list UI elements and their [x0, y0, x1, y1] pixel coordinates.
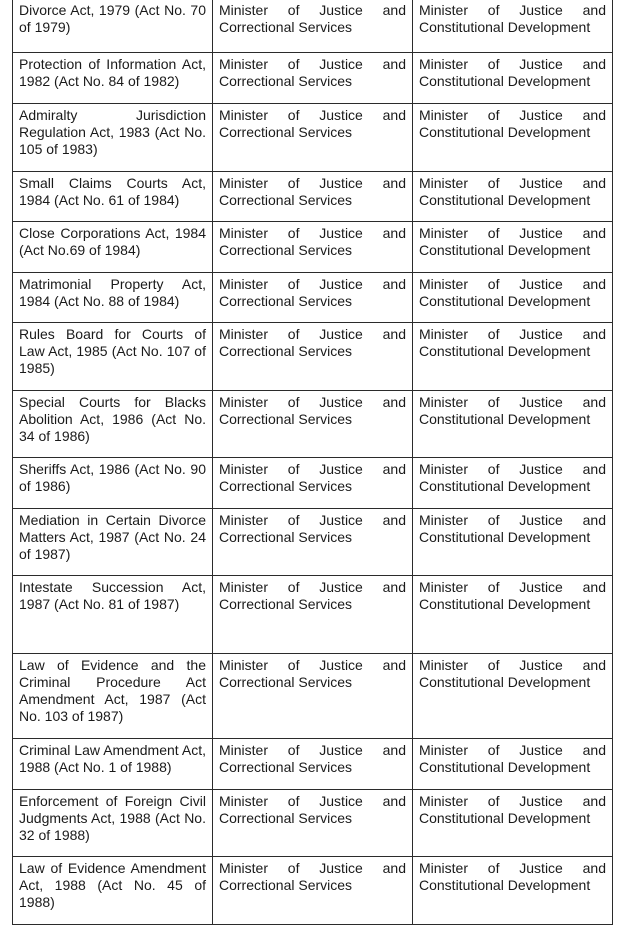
- table-row: [13, 857, 613, 925]
- act-name-cell: Law of Evidence and the Criminal Procedure Act Amendment Act, 1987 (Act No. 103 of 1987): [13, 654, 213, 739]
- table-row: [13, 172, 613, 222]
- previous-minister-cell: Minister of Justice and Constitutional Development: [413, 104, 613, 172]
- table-row: [13, 53, 613, 104]
- previous-minister-cell: Minister of Justice and Constitutional Development: [413, 172, 613, 222]
- act-name-cell: Admiralty Jurisdiction Regulation Act, 1983 (Act No. 105 of 1983): [13, 104, 213, 172]
- act-name-cell: Close Corporations Act, 1984 (Act No.69 of 1984): [13, 222, 213, 273]
- table-row: [13, 222, 613, 273]
- previous-minister-cell: Minister of Justice and Constitutional Development: [413, 654, 613, 739]
- act-name-cell: Matrimonial Property Act, 1984 (Act No. 88 of 1984): [13, 273, 213, 323]
- responsible-minister-cell: Minister of Justice and Correctional Services: [213, 458, 413, 509]
- previous-minister-cell: Minister of Justice and Constitutional Development: [413, 391, 613, 458]
- act-name-cell: Rules Board for Courts of Law Act, 1985 (Act No. 107 of 1985): [13, 323, 213, 391]
- responsible-minister-cell: Minister of Justice and Correctional Services: [213, 739, 413, 790]
- responsible-minister-cell: Minister of Justice and Correctional Services: [213, 654, 413, 739]
- act-name-cell: Criminal Law Amendment Act, 1988 (Act No. 1 of 1988): [13, 739, 213, 790]
- table-row: [13, 509, 613, 576]
- table-row: [13, 391, 613, 458]
- acts-table: [12, 0, 613, 925]
- responsible-minister-cell: Minister of Justice and Correctional Services: [213, 323, 413, 391]
- previous-minister-cell: Minister of Justice and Constitutional Development: [413, 857, 613, 925]
- table-row: [13, 790, 613, 857]
- responsible-minister-cell: Minister of Justice and Correctional Services: [213, 104, 413, 172]
- responsible-minister-cell: Minister of Justice and Correctional Services: [213, 576, 413, 654]
- act-name-cell: Intestate Succession Act, 1987 (Act No. 81 of 1987): [13, 576, 213, 654]
- table-row: [13, 273, 613, 323]
- responsible-minister-cell: Minister of Justice and Correctional Services: [213, 273, 413, 323]
- responsible-minister-cell: Minister of Justice and Correctional Services: [213, 391, 413, 458]
- act-name-cell: Protection of Information Act, 1982 (Act No. 84 of 1982): [13, 53, 213, 104]
- table-row: [13, 0, 613, 53]
- act-name-cell: Mediation in Certain Divorce Matters Act, 1987 (Act No. 24 of 1987): [13, 509, 213, 576]
- table-row: [13, 576, 613, 654]
- act-name-cell: Sheriffs Act, 1986 (Act No. 90 of 1986): [13, 458, 213, 509]
- act-name-cell: Divorce Act, 1979 (Act No. 70 of 1979): [13, 0, 213, 53]
- table-row: [13, 104, 613, 172]
- previous-minister-cell: Minister of Justice and Constitutional Development: [413, 790, 613, 857]
- act-name-cell: Enforcement of Foreign Civil Judgments Act, 1988 (Act No. 32 of 1988): [13, 790, 213, 857]
- responsible-minister-cell: Minister of Justice and Correctional Services: [213, 222, 413, 273]
- table-row: [13, 739, 613, 790]
- responsible-minister-cell: Minister of Justice and Correctional Services: [213, 0, 413, 53]
- previous-minister-cell: Minister of Justice and Constitutional Development: [413, 739, 613, 790]
- table-row: [13, 654, 613, 739]
- responsible-minister-cell: Minister of Justice and Correctional Services: [213, 172, 413, 222]
- responsible-minister-cell: Minister of Justice and Correctional Services: [213, 790, 413, 857]
- responsible-minister-cell: Minister of Justice and Correctional Services: [213, 857, 413, 925]
- table-row: [13, 458, 613, 509]
- previous-minister-cell: Minister of Justice and Constitutional Development: [413, 273, 613, 323]
- previous-minister-cell: Minister of Justice and Constitutional Development: [413, 509, 613, 576]
- previous-minister-cell: Minister of Justice and Constitutional Development: [413, 53, 613, 104]
- table-row: [13, 323, 613, 391]
- act-name-cell: Law of Evidence Amendment Act, 1988 (Act No. 45 of 1988): [13, 857, 213, 925]
- previous-minister-cell: Minister of Justice and Constitutional Development: [413, 576, 613, 654]
- previous-minister-cell: Minister of Justice and Constitutional Development: [413, 323, 613, 391]
- act-name-cell: Special Courts for Blacks Abolition Act, 1986 (Act No. 34 of 1986): [13, 391, 213, 458]
- previous-minister-cell: Minister of Justice and Constitutional Development: [413, 0, 613, 53]
- act-name-cell: Small Claims Courts Act, 1984 (Act No. 61 of 1984): [13, 172, 213, 222]
- responsible-minister-cell: Minister of Justice and Correctional Services: [213, 509, 413, 576]
- previous-minister-cell: Minister of Justice and Constitutional Development: [413, 222, 613, 273]
- previous-minister-cell: Minister of Justice and Constitutional Development: [413, 458, 613, 509]
- responsible-minister-cell: Minister of Justice and Correctional Services: [213, 53, 413, 104]
